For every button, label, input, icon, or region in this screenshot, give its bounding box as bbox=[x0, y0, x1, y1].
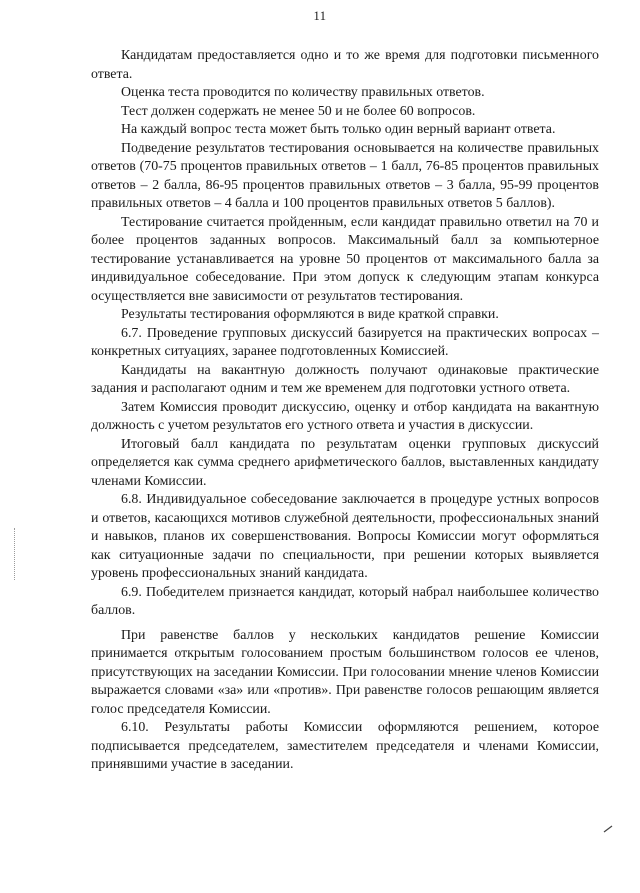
paragraph-final-score: Итоговый балл кандидата по результатам оценки групповых дискуссий определяется как сумма среднего арифметического баллов, выставленных кандидату членами Комиссии. bbox=[91, 436, 599, 489]
paragraph-tie-vote: При равенстве баллов у нескольких кандидатов решение Комиссии принимается открытым голосованием простым большинством голосов ее членов, присутствующих на заседании Комиссии. При голосовании мнение членов Комиссии выражается словами «за» или «против». При равенстве голосов решающим является голос председателя Комиссии. bbox=[91, 627, 599, 717]
paragraph-section-6-10: 6.10. Результаты работы Комиссии оформляются решением, которое подписывается председателем, заместителем председателя и членами Комиссии, принявшими участие в заседании. bbox=[91, 720, 599, 772]
paragraph-section-6-7: 6.7. Проведение групповых дискуссий базируется на практических вопросах – конкретных ситуациях, заранее подготовленных Комиссией. bbox=[91, 325, 599, 359]
page-number: 11 bbox=[313, 9, 327, 23]
paragraph-writing-time: Кандидатам предоставляется одно и то же время для подготовки письменного ответа. bbox=[91, 48, 599, 82]
paragraph-single-answer: На каждый вопрос теста может быть только один верный вариант ответа. bbox=[121, 122, 556, 137]
scan-speck-mark bbox=[603, 824, 615, 834]
paragraph-section-6-8: 6.8. Индивидуальное собеседование заключается в процедуре устных вопросов и ответов, касающихся мотивов служебной деятельности, профессиональных знаний и навыков, планов их совершенствования. Вопросы Комиссии могут оформляться как ситуационные задачи по специальности, при решении которых выявляется уровень профессиональных знаний кандидата. bbox=[91, 492, 599, 581]
paragraph-test-results: Результаты тестирования оформляются в виде краткой справки. bbox=[121, 307, 499, 322]
paragraph-same-tasks: Кандидаты на вакантную должность получают одинаковые практические задания и располагают одним и тем же временем для подготовки устного ответа. bbox=[91, 362, 599, 396]
paragraph-section-6-9: 6.9. Победителем признается кандидат, который набрал наибольшее количество баллов. bbox=[91, 584, 599, 618]
paragraph-discussion: Затем Комиссия проводит дискуссию, оценку и отбор кандидата на вакантную должность с учетом результатов его устного ответа и участия в дискуссии. bbox=[91, 399, 599, 433]
scan-margin-marks bbox=[14, 528, 17, 580]
paragraph-test-passed: Тестирование считается пройденным, если кандидат правильно ответил на 70 и более процентов заданных вопросов. Максимальный балл за компьютерное тестирование устанавливается на уровне 50 процентов от максимального балла за индивидуальное собеседование. При этом допуск к следующим этапам конкурса осуществляется вне зависимости от результатов тестирования. bbox=[91, 214, 599, 304]
document-body bbox=[91, 47, 599, 775]
paragraph-question-count: Тест должен содержать не менее 50 и не более 60 вопросов. bbox=[121, 103, 476, 119]
paragraph-score-scale: Подведение результатов тестирования основывается на количестве правильных ответов (70-75 процентов правильных ответов – 1 балл, 76-85 процентов правильных ответов – 2 балла, 86-95 процентов правильных ответов – 3 балла, 95-99 процентов правильных ответов – 4 балла и 100 процентов правильных ответов 5 баллов). bbox=[91, 140, 599, 211]
paragraph-test-scoring: Оценка теста проводится по количеству правильных ответов. bbox=[121, 85, 485, 100]
